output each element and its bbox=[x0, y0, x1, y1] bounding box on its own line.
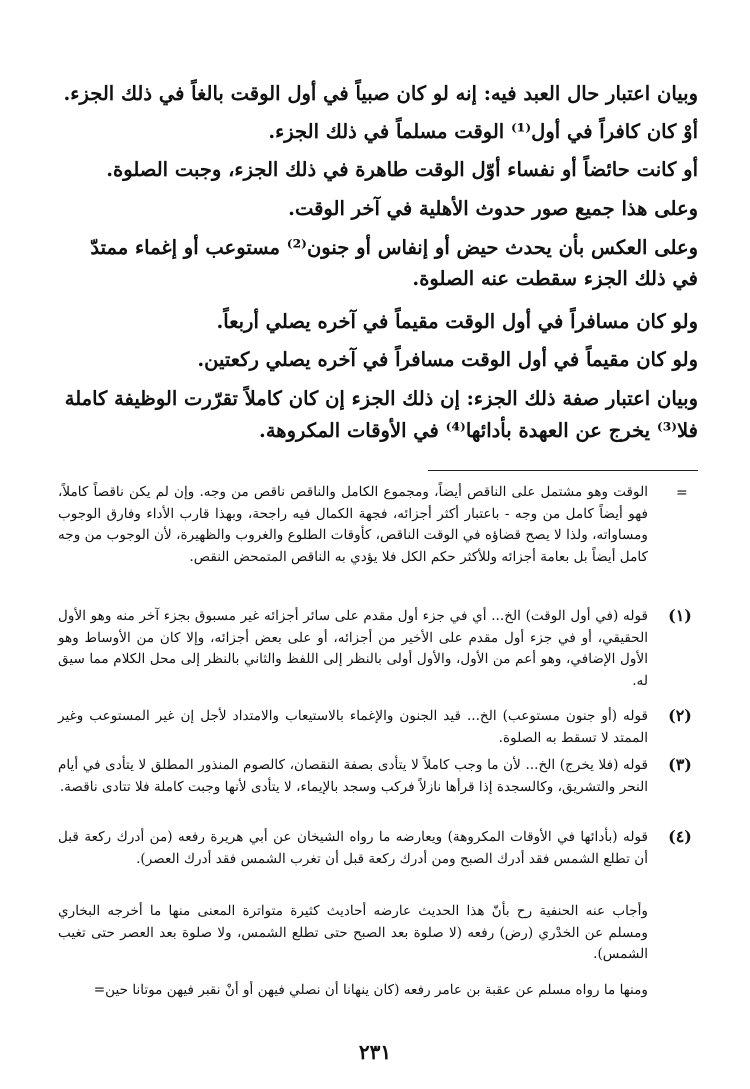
main-text-line: وعلى هذا جميع صور حدوث الأهلية في آخر الوقت. bbox=[288, 197, 698, 220]
main-text-line: وبيان اعتبار حال العبد فيه: إنه لو كان صبياً في أول الوقت بالغاً في ذلك الجزء. bbox=[63, 82, 698, 105]
footnote-number: (١) bbox=[668, 606, 692, 625]
main-text-line: ولو كان مقيماً في أول الوقت مسافراً في آخره يصلي ركعتين. bbox=[197, 348, 698, 371]
main-text-line: وعلى العكس بأن يحدث حيض أو إنفاس أو جنون⁽²⁾ مستوعب أو إغماء ممتدّ bbox=[90, 236, 698, 259]
main-text-line: في ذلك الجزء سقطت عنه الصلوة. bbox=[412, 267, 698, 290]
footnote-number: (٣) bbox=[668, 755, 692, 774]
main-text-line: أو كانت حائضاً أو نفساء أوّل الوقت طاهرة في ذلك الجزء، وجبت الصلوة. bbox=[106, 158, 698, 181]
footnote-number: (٢) bbox=[668, 706, 692, 725]
footnote-separator bbox=[428, 470, 698, 471]
footnote-text: قوله (بأدائها في الأوقات المكروهة) ويعارضه ما رواه الشيخان عن أبي هريرة رفعه (من أدرك ركعة قبل أن تطلع الشمس فقد أدرك الصبح ومن أدرك ركعة قبل أن تغرب الشمس فقد أدرك العصر). bbox=[58, 829, 648, 867]
footnote-paragraph: وأجاب عنه الحنفية رح بأنّ هذا الحديث عارضه أحاديث كثيرة متواترة المعنى منها ما أخرجه البخاري ومسلم عن الخدْري (رض) رفعه (لا صلوة بعد الصبح حتى تطلع الشمس، ولا صلوة بعد العصر حتى تغيب الشمس). bbox=[58, 903, 648, 963]
footnote-text: قوله (أو جنون مستوعب) الخ... قيد الجنون والإغماء بالاستيعاب والامتداد لأجل إن غير المستوعب وغير الممتد لا تسقط به الصلوة. bbox=[58, 708, 648, 746]
footnote-text: قوله (فلا يخرج) الخ... لأن ما وجب كاملاً لا يتأدى بصفة النقصان، كالصوم المنذور المطلق لا يتأدى في أيام النحر والتشريق، وكالسجدة إذا قرأها نازلاً فركب وسجد بالإيماء، لا يتأدى لأنها وجبت كاملة فلا تتادى ناقصة. bbox=[58, 757, 648, 795]
continuation-marker: = bbox=[676, 485, 688, 501]
main-text-line: وبيان اعتبار صفة ذلك الجزء: إن ذلك الجزء إن كان كاملاً تقرّرت الوظيفة كاملة bbox=[64, 387, 698, 410]
main-text-line: ولو كان مسافراً في أول الوقت مقيماً في آخره يصلي أربعاً. bbox=[216, 310, 698, 333]
footnote-paragraph: ومنها ما رواه مسلم عن عقبة بن عامر رفعه (كان ينهانا أن نصلي فيهن أو أنْ نقبر فيهن موتانا حين= bbox=[93, 982, 648, 998]
main-text-line: أوْ كان كافراً في أول⁽¹⁾ الوقت مسلماً في ذلك الجزء. bbox=[268, 120, 698, 143]
footnote-number: (٤) bbox=[668, 827, 692, 846]
main-text-line: فلا⁽³⁾ يخرج عن العهدة بأدائها⁽⁴⁾ في الأوقات المكروهة. bbox=[259, 419, 698, 442]
footnote-text: قوله (في أول الوقت) الخ... أي في جزء أول مقدم على سائر أجزائه غير مسبوق بجزء آخر منه وهو الأول الحقيقي، أو في جزء أول مقدم على الأخير من أجزائه، أو على بعض أجزائه، وإلا كان من الأوساط وهو الأول الإضافي، وهو أعم من الأول، والأول أولى بالنظر إلى اللفظ والثاني بالنظر إلى محل الكلام مما سيق له. bbox=[58, 608, 648, 689]
page-number: ٢٣١ bbox=[358, 1040, 392, 1064]
footnote-continuation: الوقت وهو مشتمل على الناقص أيضاً، ومجموع الكامل والناقص ناقص من وجه. وإن لم يكن ناقصاً كاملاً، فهو أيضاً كامل من وجه - باعتبار أكثر أجزائه، فجهة الكمال فيه راجحة، وبهذا قارب الأداء وفارق الوجوب ومساواته، ولذا لا يصح قضاؤه في الوقت الناقص، كأوقات الطلوع والغروب والظهيرة، لأن الوجوب من وجه كامل أيضاً بل بعامة أجزائه وللأكثر حكم الكل فلا يؤدي به الناقص المتمحض النقص. bbox=[58, 484, 648, 565]
